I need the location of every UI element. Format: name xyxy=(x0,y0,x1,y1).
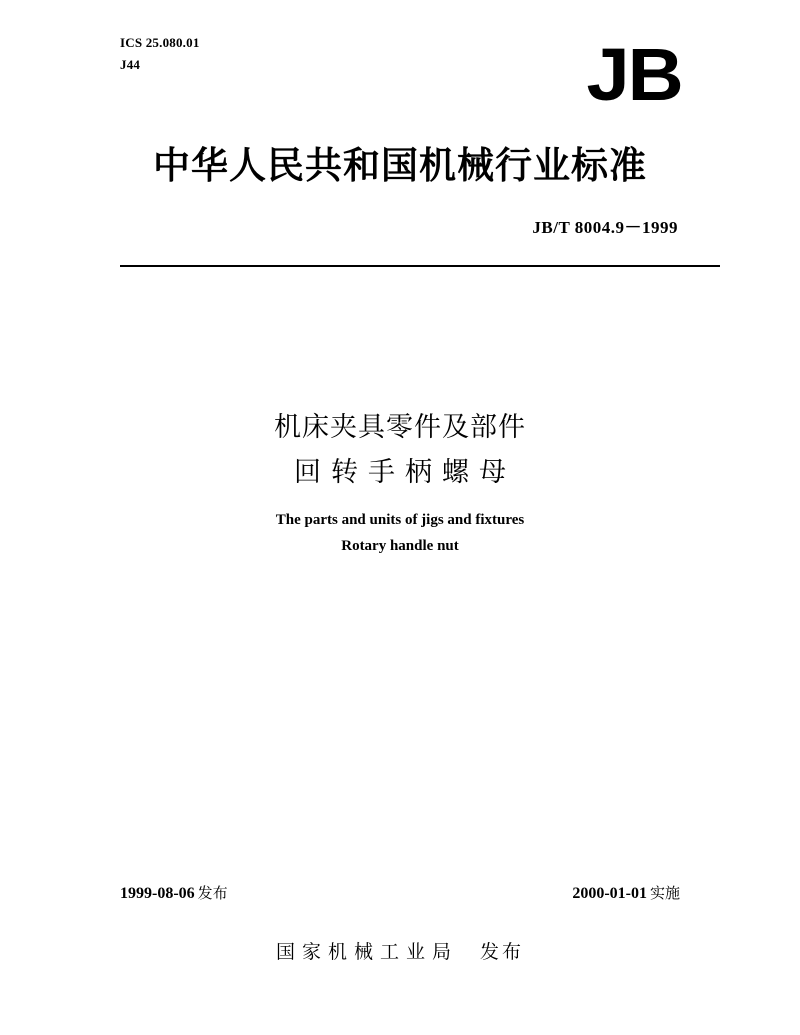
document-title-cn-line2: 回转手柄螺母 xyxy=(294,457,516,488)
publisher-line xyxy=(0,937,800,964)
ics-code: ICS 25.080.01 xyxy=(120,35,200,50)
document-title-en-line1: The parts and units of jigs and fixtures xyxy=(275,512,525,528)
header-divider xyxy=(120,265,720,267)
standard-number: JB/T 8004.9－1999 xyxy=(532,218,678,237)
document-title-cn-line1: 机床夹具零件及部件 xyxy=(274,412,526,443)
issue-date-block xyxy=(120,882,228,903)
ics-block xyxy=(120,33,200,75)
effective-date: 2000-01-01 xyxy=(572,885,647,902)
publisher-name: 国家机械工业局 xyxy=(275,941,458,963)
effective-date-label: 实施 xyxy=(649,884,680,902)
jb-logo: JB xyxy=(586,33,682,116)
issuing-body-title: 中华人民共和国机械行业标准 xyxy=(153,144,647,187)
issue-date: 1999-08-06 xyxy=(120,885,195,902)
issue-date-label: 发布 xyxy=(197,884,228,902)
publisher-action: 发布 xyxy=(480,941,525,963)
document-title-en-line2: Rotary handle nut xyxy=(341,538,459,554)
effective-date-block xyxy=(572,882,680,903)
classification-code: J44 xyxy=(120,57,141,73)
